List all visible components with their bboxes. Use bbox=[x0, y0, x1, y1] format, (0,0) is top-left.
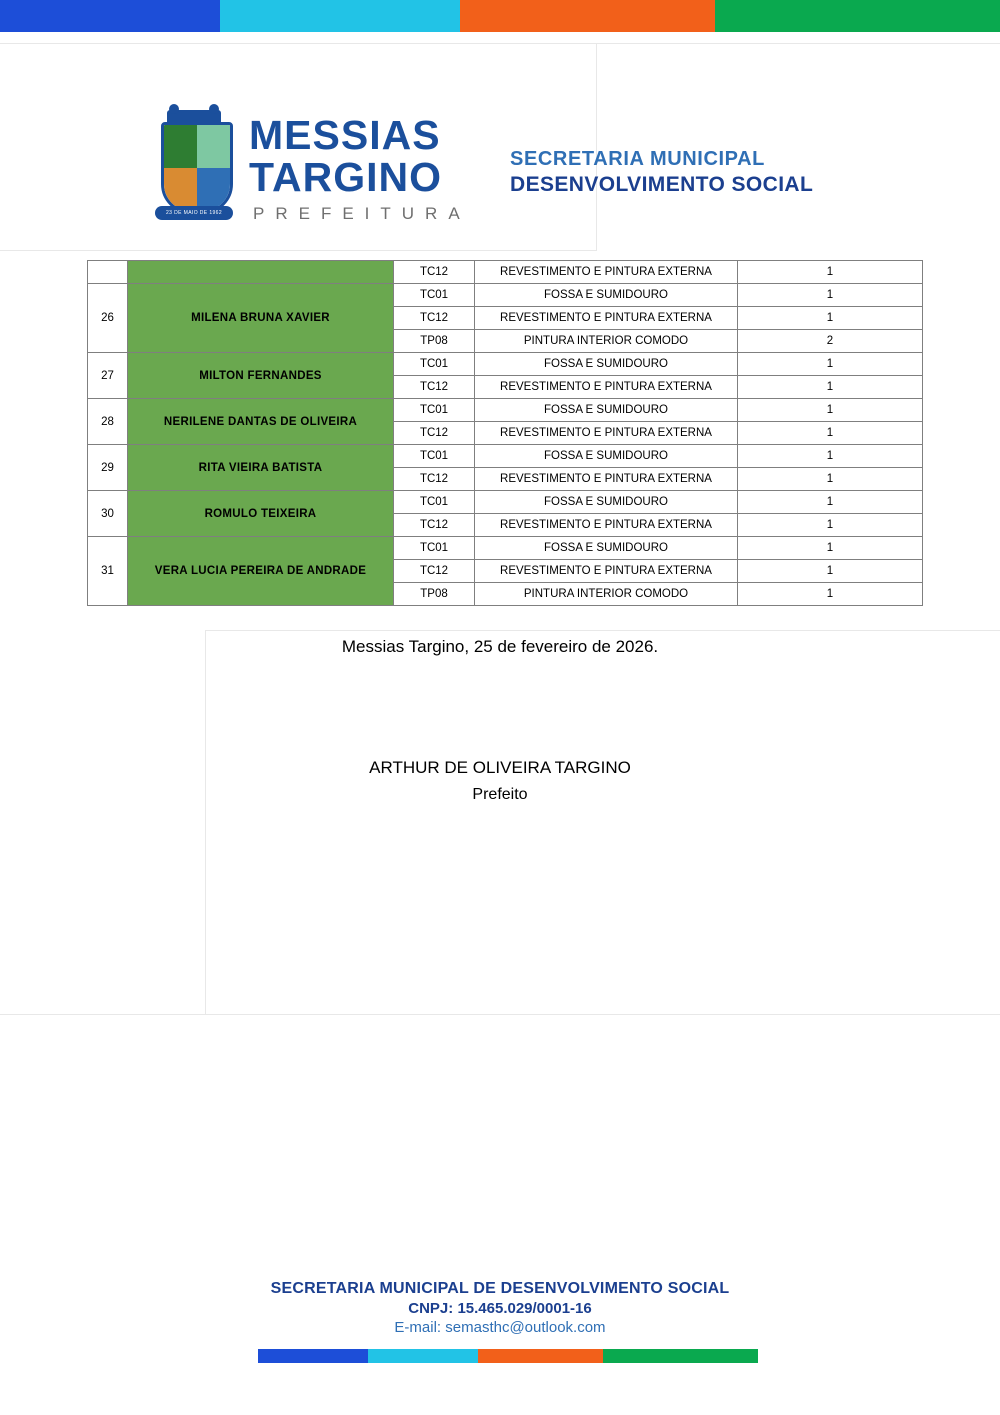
cell-quantity: 1 bbox=[738, 376, 923, 399]
cell-service-code: TC12 bbox=[394, 560, 475, 583]
logo-line-2: TARGINO bbox=[249, 154, 443, 200]
beneficiaries-table bbox=[87, 260, 923, 606]
cell-service-code: TC01 bbox=[394, 537, 475, 560]
cell-service-code: TC12 bbox=[394, 376, 475, 399]
cell-beneficiary-name: RITA VIEIRA BATISTA bbox=[128, 445, 394, 491]
shield-quadrant-4 bbox=[197, 168, 230, 211]
cell-service-description: FOSSA E SUMIDOURO bbox=[475, 399, 738, 422]
frame-line-header-bottom bbox=[0, 250, 596, 251]
top-bar-segment-cyan bbox=[220, 0, 460, 32]
cell-service-code: TC12 bbox=[394, 261, 475, 284]
cell-number: 28 bbox=[88, 399, 128, 445]
cell-service-description: REVESTIMENTO E PINTURA EXTERNA bbox=[475, 514, 738, 537]
bottom-bar-segment-orange bbox=[478, 1349, 603, 1363]
footer-line-3: E-mail: semasthc@outlook.com bbox=[394, 1319, 606, 1336]
cell-number: 26 bbox=[88, 284, 128, 353]
cell-service-description: REVESTIMENTO E PINTURA EXTERNA bbox=[475, 560, 738, 583]
cell-service-description: FOSSA E SUMIDOURO bbox=[475, 537, 738, 560]
secretaria-line-2: DESENVOLVIMENTO SOCIAL bbox=[510, 173, 814, 196]
table-row bbox=[88, 399, 923, 422]
logo-line-3: PREFEITURA bbox=[253, 204, 471, 223]
bottom-bar-segment-green bbox=[603, 1349, 758, 1363]
table-row bbox=[88, 537, 923, 560]
cell-service-code: TC12 bbox=[394, 468, 475, 491]
place-and-date: Messias Targino, 25 de fevereiro de 2026. bbox=[341, 637, 659, 656]
cell-service-description: REVESTIMENTO E PINTURA EXTERNA bbox=[475, 307, 738, 330]
frame-line-top bbox=[0, 43, 1000, 44]
cell-service-code: TC01 bbox=[394, 399, 475, 422]
cell-quantity: 1 bbox=[738, 307, 923, 330]
secretaria-heading bbox=[510, 148, 813, 197]
cell-quantity: 1 bbox=[738, 261, 923, 284]
bottom-bar-segment-blue bbox=[258, 1349, 368, 1363]
crest-ribbon-text: 23 DE MAIO DE 1962 bbox=[165, 210, 223, 216]
cell-service-code: TC01 bbox=[394, 491, 475, 514]
cell-quantity: 1 bbox=[738, 399, 923, 422]
cell-beneficiary-name: ROMULO TEIXEIRA bbox=[128, 491, 394, 537]
cell-quantity: 1 bbox=[738, 514, 923, 537]
cell-quantity: 1 bbox=[738, 560, 923, 583]
cell-beneficiary-name: VERA LUCIA PEREIRA DE ANDRADE bbox=[128, 537, 394, 606]
logo-line-1: MESSIAS bbox=[249, 112, 441, 158]
cell-quantity: 1 bbox=[738, 353, 923, 376]
cell-service-description: REVESTIMENTO E PINTURA EXTERNA bbox=[475, 468, 738, 491]
cell-service-code: TC12 bbox=[394, 307, 475, 330]
bottom-color-bar bbox=[258, 1349, 758, 1363]
cell-quantity: 1 bbox=[738, 537, 923, 560]
document-footer bbox=[0, 1280, 1000, 1336]
cell-service-description: REVESTIMENTO E PINTURA EXTERNA bbox=[475, 376, 738, 399]
frame-line-body-top bbox=[205, 630, 1000, 631]
cell-service-code: TP08 bbox=[394, 583, 475, 606]
shield-quadrant-3 bbox=[164, 168, 197, 211]
cell-quantity: 2 bbox=[738, 330, 923, 353]
frame-line-body-left bbox=[205, 630, 206, 1015]
table-row bbox=[88, 261, 923, 284]
cell-number: 30 bbox=[88, 491, 128, 537]
cell-service-description: FOSSA E SUMIDOURO bbox=[475, 491, 738, 514]
cell-service-description: REVESTIMENTO E PINTURA EXTERNA bbox=[475, 261, 738, 284]
shield-quadrant-1 bbox=[164, 125, 197, 168]
beneficiaries-table-container bbox=[87, 260, 887, 606]
cell-service-description: FOSSA E SUMIDOURO bbox=[475, 445, 738, 468]
cell-beneficiary-name: MILENA BRUNA XAVIER bbox=[128, 284, 394, 353]
crest-ribbon bbox=[155, 206, 233, 220]
signatory-role: Prefeito bbox=[472, 786, 528, 803]
shield-icon bbox=[161, 122, 233, 214]
footer-line-1: SECRETARIA MUNICIPAL DE DESENVOLVIMENTO SOCIAL bbox=[270, 1280, 730, 1297]
bottom-bar-segment-cyan bbox=[368, 1349, 478, 1363]
shield-quadrant-2 bbox=[197, 125, 230, 168]
cell-quantity: 1 bbox=[738, 468, 923, 491]
cell-service-code: TC01 bbox=[394, 284, 475, 307]
cell-number: 31 bbox=[88, 537, 128, 606]
prefeitura-logo bbox=[155, 108, 471, 230]
cell-number: 27 bbox=[88, 353, 128, 399]
cell-service-code: TC12 bbox=[394, 514, 475, 537]
signatory-name: ARTHUR DE OLIVEIRA TARGINO bbox=[369, 758, 631, 777]
top-bar-segment-blue bbox=[0, 0, 220, 32]
table-row bbox=[88, 353, 923, 376]
top-bar-segment-orange bbox=[460, 0, 715, 32]
cell-quantity: 1 bbox=[738, 491, 923, 514]
table-row bbox=[88, 284, 923, 307]
footer-line-2: CNPJ: 15.465.029/0001-16 bbox=[408, 1300, 592, 1317]
cell-service-description: PINTURA INTERIOR COMODO bbox=[475, 583, 738, 606]
cell-quantity: 1 bbox=[738, 445, 923, 468]
cell-service-description: FOSSA E SUMIDOURO bbox=[475, 353, 738, 376]
cell-service-description: PINTURA INTERIOR COMODO bbox=[475, 330, 738, 353]
cell-service-code: TP08 bbox=[394, 330, 475, 353]
cell-quantity: 1 bbox=[738, 284, 923, 307]
cell-quantity: 1 bbox=[738, 422, 923, 445]
frame-line-body-bottom bbox=[0, 1014, 1000, 1015]
cell-service-code: TC12 bbox=[394, 422, 475, 445]
cell-service-description: REVESTIMENTO E PINTURA EXTERNA bbox=[475, 422, 738, 445]
cell-number: 29 bbox=[88, 445, 128, 491]
logo-wordmark bbox=[249, 114, 471, 224]
cell-service-code: TC01 bbox=[394, 353, 475, 376]
cell-beneficiary-name bbox=[128, 261, 394, 284]
document-header bbox=[0, 100, 1000, 250]
top-color-bar bbox=[0, 0, 1000, 32]
cell-service-code: TC01 bbox=[394, 445, 475, 468]
cell-quantity: 1 bbox=[738, 583, 923, 606]
cell-beneficiary-name: MILTON FERNANDES bbox=[128, 353, 394, 399]
coat-of-arms-icon bbox=[155, 108, 233, 230]
secretaria-line-1: SECRETARIA MUNICIPAL bbox=[510, 148, 765, 170]
cell-beneficiary-name: NERILENE DANTAS DE OLIVEIRA bbox=[128, 399, 394, 445]
cell-number bbox=[88, 261, 128, 284]
table-row bbox=[88, 491, 923, 514]
table-row bbox=[88, 445, 923, 468]
top-bar-segment-green bbox=[715, 0, 1000, 32]
cell-service-description: FOSSA E SUMIDOURO bbox=[475, 284, 738, 307]
